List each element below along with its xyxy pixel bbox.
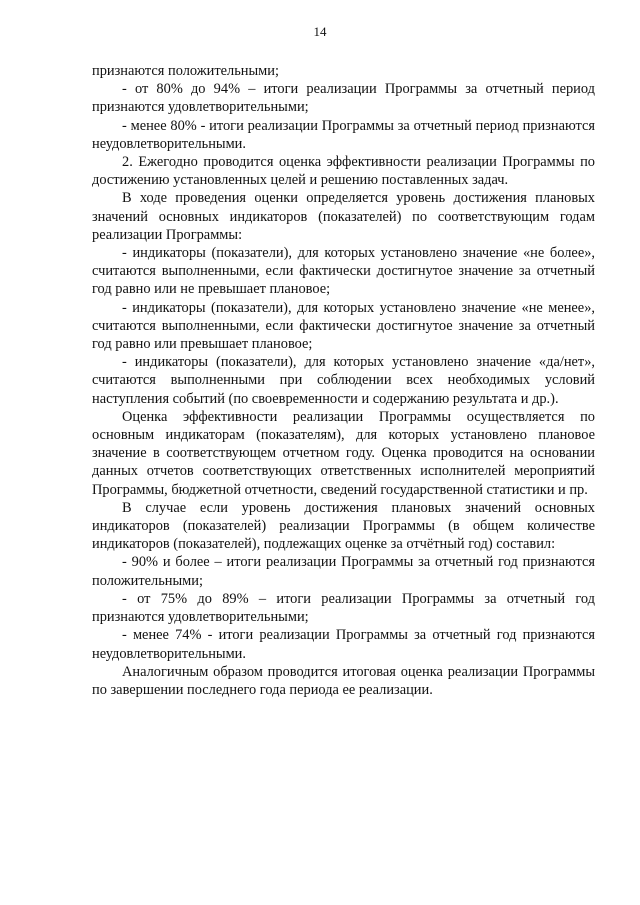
list-item-90-plus: - 90% и более – итоги реализации Программы за отчетный год признаются положительными; (92, 554, 595, 589)
page-number: 14 (313, 24, 327, 39)
paragraph-annual-evaluation: 2. Ежегодно проводится оценка эффективности реализации Программы по достижению установленных целей и решению поставленных задач. (92, 154, 595, 189)
list-item-below-74: - менее 74% - итоги реализации Программы за отчетный год признаются неудовлетворительными. (92, 627, 595, 662)
document-body (92, 62, 595, 699)
list-item-not-less: - индикаторы (показатели), для которых установлено значение «не менее», считаются выполненными, если фактически достигнутое значение за отчетный год равно или превышает плановое; (92, 299, 595, 353)
paragraph-final-evaluation: Аналогичным образом проводится итоговая оценка реализации Программы по завершении последнего года периода ее реализации. (92, 663, 595, 698)
paragraph-continuation: признаются положительными; (92, 63, 279, 79)
list-item-below-80: - менее 80% - итоги реализации Программы за отчетный период признаются неудовлетворительными. (92, 117, 595, 152)
list-item-not-more: - индикаторы (показатели), для которых установлено значение «не более», считаются выполненными, если фактически достигнутое значение за отчетный год равно или не превышает плановое; (92, 245, 595, 298)
list-item-yes-no: - индикаторы (показатели), для которых установлено значение «да/нет», считаются выполненными при соблюдении всех необходимых условий наступления событий (по своевременности и содержанию результата и др.). (92, 354, 595, 407)
list-item-75-89: - от 75% до 89% – итоги реализации Программы за отчетный год признаются удовлетворительными; (92, 590, 595, 626)
paragraph-evaluation-basis: Оценка эффективности реализации Программы осуществляется по основным индикаторам (показателям), для которых установлено плановое значение в соответствующем отчетном году. Оценка проводится на основании данных отчетов соответствующих ответственных исполнителей мероприятий Программы, бюджетной отчетности, сведений государственной статистики и пр. (92, 408, 595, 498)
paragraph-evaluation-process: В ходе проведения оценки определяется уровень достижения плановых значений основных индикаторов (показателей) по соответствующим годам реализации Программы: (92, 190, 595, 243)
paragraph-achievement-level: В случае если уровень достижения плановых значений основных индикаторов (показателей) реализации Программы (в общем количестве индикаторов (показателей), подлежащих оценке за отчётный год) составил: (92, 499, 595, 553)
list-item-80-94: - от 80% до 94% – итоги реализации Программы за отчетный период признаются удовлетворительными; (92, 81, 595, 116)
